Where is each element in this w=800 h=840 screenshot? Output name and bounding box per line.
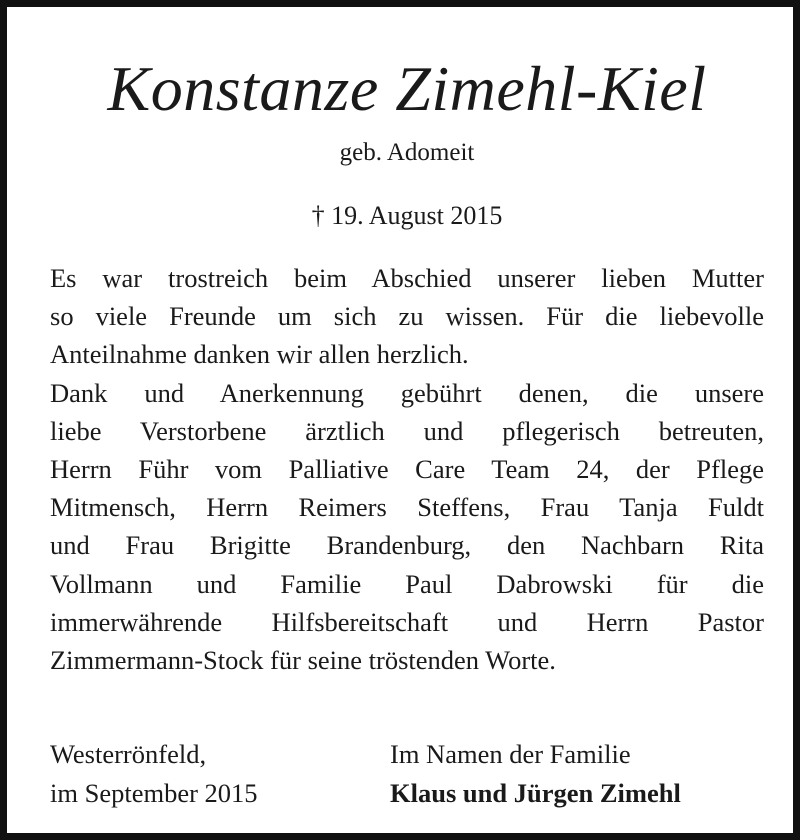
text-line: Zimmermann-Stock für seine tröstenden Worte. [50,644,556,675]
text-line: Herrn Führ vom Palliative Care Team 24, der Pflege [50,453,764,484]
gratitude-text [50,259,764,679]
date: im September 2015 [50,777,258,808]
text-line: und Frau Brigitte Brandenburg, den Nachbarn Rita [50,530,764,561]
deceased-name: Konstanze Zimehl-Kiel [107,53,707,124]
text-line: immerwährende Hilfsbereitschaft und Herrn Pastor [50,606,764,637]
place: Westerrönfeld, [50,739,207,769]
text-line: Vollmann und Familie Paul Dabrowski für die [50,568,764,599]
birth-name: geb. Adomeit [339,139,475,166]
death-date: † 19. August 2015 [311,201,503,230]
text-line: liebe Verstorbene ärztlich und pflegerisch betreuten, [50,415,764,446]
text-line: Dank und Anerkennung gebührt denen, die unsere [50,377,764,408]
text-line: Mitmensch, Herrn Reimers Steffens, Frau Tanja Fuldt [50,492,764,523]
text-line: Anteilnahme danken wir allen herzlich. [50,339,469,370]
text-line: Es war trostreich beim Abschied unserer lieben Mutter [50,263,764,293]
text-line: so viele Freunde um sich zu wissen. Für die liebevolle [50,301,764,332]
signature-block [390,735,681,812]
signatories: Klaus und Jürgen Zimehl [390,777,681,808]
place-and-date [50,735,258,812]
on-behalf-text: Im Namen der Familie [390,739,631,769]
